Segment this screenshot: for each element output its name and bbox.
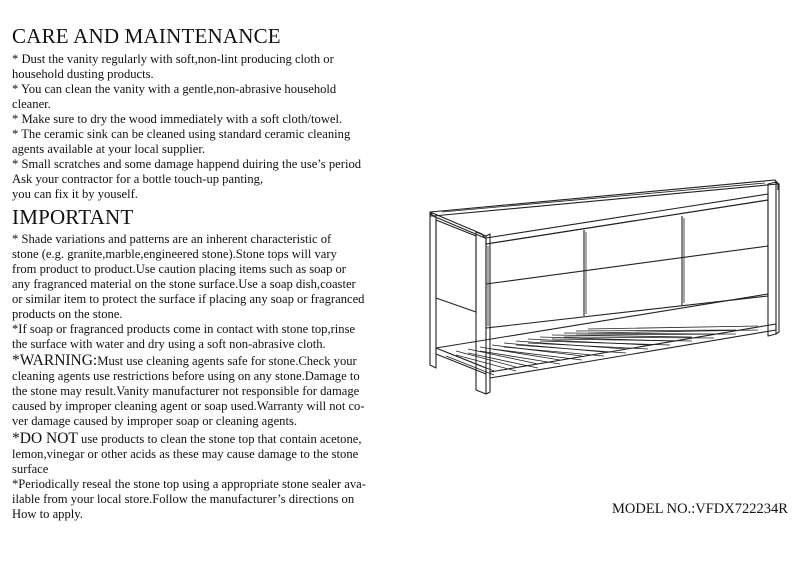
warning-line: caused by improper cleaning agent or soap used.Warranty will not co- <box>12 399 365 413</box>
important-line: *If soap or fragranced products come in contact with stone top,rinse <box>12 322 356 336</box>
care-line: household dusting products. <box>12 67 154 81</box>
important-line: stone (e.g. granite,marble,engineered stone).Stone tops will vary <box>12 247 337 261</box>
warning-line: cleaning agents use restrictions before using on any stone.Damage to <box>12 369 360 383</box>
important-line: any fragranced material on the stone surface.Use a soap dish,coaster <box>12 277 356 291</box>
important-heading: IMPORTANT <box>12 205 134 229</box>
donot-line: surface <box>12 462 49 476</box>
warning-text: Must use cleaning agents safe for stone.Check your <box>97 354 357 368</box>
important-line: or similar item to protect the surface if placing any soap or fragranced <box>12 292 365 306</box>
important-line: * Shade variations and patterns are an inherent characteristic of <box>12 232 332 246</box>
reseal-line: *Periodically reseal the stone top using a appropriate stone sealer ava- <box>12 477 366 491</box>
important-line: products on the stone. <box>12 307 123 321</box>
care-line: Ask your contractor for a bottle touch-up panting, <box>12 172 264 186</box>
donot-line: lemon,vinegar or other acids as these may cause damage to the stone <box>12 447 359 461</box>
reseal-line: How to apply. <box>12 507 83 521</box>
reseal-line: ilable from your local store.Follow the manufacturer’s directions on <box>12 492 355 506</box>
warning-line: ver damage caused by improper soap or cleaning agents. <box>12 414 298 428</box>
warning-first-line <box>12 353 357 369</box>
donot-label: *DO NOT <box>12 430 78 447</box>
warning-line: the stone may result.Vanity manufacturer not responsible for damage <box>12 384 360 398</box>
warning-label: *WARNING: <box>12 352 98 369</box>
important-line: the surface with water and dry using a soft non-abrasive cloth. <box>12 337 326 351</box>
important-line: from product to product.Use caution placing items such as soap or <box>12 262 347 276</box>
care-line: cleaner. <box>12 97 51 111</box>
care-line: * Dust the vanity regularly with soft,non-lint producing cloth or <box>12 52 334 66</box>
care-line: * The ceramic sink can be cleaned using standard ceramic cleaning <box>12 127 351 141</box>
donot-text: use products to clean the stone top that contain acetone, <box>77 432 362 446</box>
vanity-illustration <box>420 172 785 402</box>
care-line: agents available at your local supplier. <box>12 142 206 156</box>
care-heading: CARE AND MAINTENANCE <box>12 24 281 48</box>
care-line: * Small scratches and some damage happend duiring the use’s period <box>12 157 362 171</box>
care-line: * You can clean the vanity with a gentle,non-abrasive household <box>12 82 337 96</box>
model-number: MODEL NO.:VFDX722234R <box>612 501 788 517</box>
care-line: * Make sure to dry the wood immediately with a soft cloth/towel. <box>12 112 343 126</box>
donot-first-line <box>12 431 362 447</box>
care-line: you can fix it by youself. <box>12 187 138 201</box>
